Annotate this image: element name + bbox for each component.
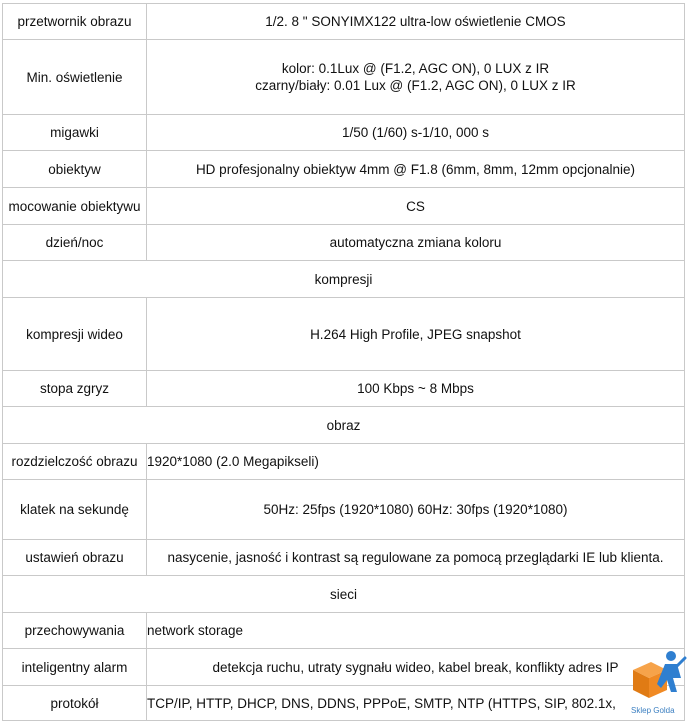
table-row xyxy=(3,115,685,151)
row-label: inteligentny alarm xyxy=(3,649,147,686)
shop-logo xyxy=(627,648,687,716)
row-label: dzień/noc xyxy=(3,225,147,261)
row-value: 1/50 (1/60) s-1/10, 000 s xyxy=(147,115,685,151)
row-value: network storage xyxy=(147,613,685,649)
table-row xyxy=(3,649,685,686)
table-row xyxy=(3,4,685,40)
table-row xyxy=(3,225,685,261)
value-line: czarny/biały: 0.01 Lux @ (F1.2, AGC ON), 0 LUX z IR xyxy=(255,78,576,93)
table-row xyxy=(3,444,685,480)
row-value xyxy=(147,40,685,115)
row-label: mocowanie obiektywu xyxy=(3,188,147,225)
table-row xyxy=(3,540,685,576)
row-label: kompresji wideo xyxy=(3,298,147,371)
row-value: H.264 High Profile, JPEG snapshot xyxy=(147,298,685,371)
row-value: automatyczna zmiana koloru xyxy=(147,225,685,261)
section-row xyxy=(3,407,685,444)
row-value: TCP/IP, HTTP, DHCP, DNS, DDNS, PPPoE, SMTP, NTP (HTTPS, SIP, 802.1x, xyxy=(147,686,685,721)
row-label: ustawień obrazu xyxy=(3,540,147,576)
table-row xyxy=(3,188,685,225)
table-row xyxy=(3,40,685,115)
row-value: HD profesjonalny obiektyw 4mm @ F1.8 (6mm, 8mm, 12mm opcjonalnie) xyxy=(147,151,685,188)
table-row xyxy=(3,686,685,721)
row-value: 100 Kbps ~ 8 Mbps xyxy=(147,371,685,407)
row-value: CS xyxy=(147,188,685,225)
row-label: rozdzielczość obrazu xyxy=(3,444,147,480)
row-label: protokół xyxy=(3,686,147,721)
table-row xyxy=(3,371,685,407)
logo-text: Sklep Golda xyxy=(631,706,675,715)
section-heading: obraz xyxy=(3,407,685,444)
row-label: przechowywania xyxy=(3,613,147,649)
row-value: nasycenie, jasność i kontrast są regulowane za pomocą przeglądarki IE lub klienta. xyxy=(147,540,685,576)
courier-box-icon xyxy=(627,648,687,706)
section-heading: kompresji xyxy=(3,261,685,298)
row-value: 50Hz: 25fps (1920*1080) 60Hz: 30fps (1920*1080) xyxy=(147,480,685,540)
section-row xyxy=(3,576,685,613)
row-label: obiektyw xyxy=(3,151,147,188)
row-label: Min. oświetlenie xyxy=(3,40,147,115)
table-row xyxy=(3,298,685,371)
row-value: detekcja ruchu, utraty sygnału wideo, kabel break, konflikty adres IP xyxy=(147,649,685,686)
table-row xyxy=(3,151,685,188)
section-row xyxy=(3,261,685,298)
row-label: stopa zgryz xyxy=(3,371,147,407)
row-value: 1920*1080 (2.0 Megapikseli) xyxy=(147,444,685,480)
row-value: 1/2. 8 " SONYIMX122 ultra-low oświetlenie CMOS xyxy=(147,4,685,40)
spec-table xyxy=(2,3,685,721)
row-label: migawki xyxy=(3,115,147,151)
row-label: klatek na sekundę xyxy=(3,480,147,540)
value-line: kolor: 0.1Lux @ (F1.2, AGC ON), 0 LUX z IR xyxy=(281,61,550,76)
row-label: przetwornik obrazu xyxy=(3,4,147,40)
table-row xyxy=(3,480,685,540)
table-row xyxy=(3,613,685,649)
section-heading: sieci xyxy=(3,576,685,613)
